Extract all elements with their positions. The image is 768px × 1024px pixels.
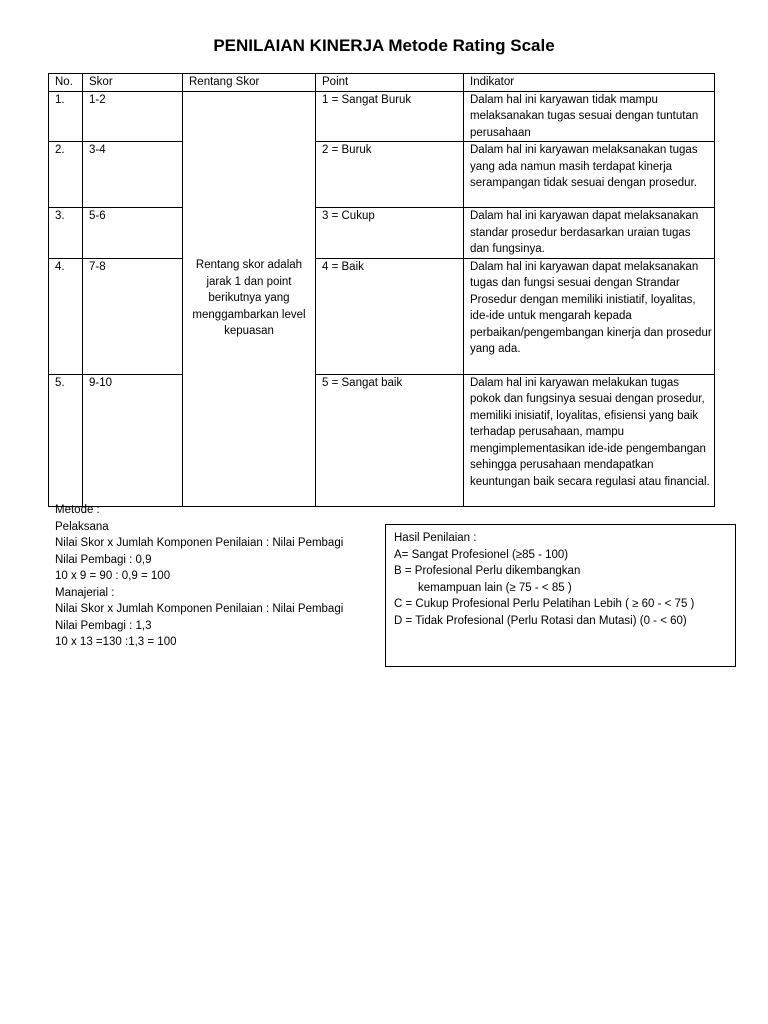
cell-indikator: Dalam hal ini karyawan melakukan tugas pokok dan fungsinya sesuai dengan prosedur, memiliki inisiatif, loyalitas, efisiensi yang baik terhadap perusahaan, mampu mengimplementasikan ide-ide pengembangan sehingga perusahaan mendapatkan keuntungan baik secara regulasi atau financial. [464, 374, 715, 506]
metode-heading: Metode : [55, 504, 100, 516]
metode-line: Manajerial : [55, 586, 115, 599]
cell-no: 3. [49, 208, 83, 259]
cell-point: 4 = Baik [316, 258, 464, 374]
cell-no: 1. [49, 91, 83, 142]
cell-indikator: Dalam hal ini karyawan dapat melaksanakan tugas dan fungsi sesuai dengan Strandar Prosedur dengan memiliki inistiatif, loyalitas, ide-ide untuk mengarah kepada perbaikan/pengembangan kinerja dan prosedur yang ada. [464, 258, 715, 374]
cell-skor: 5-6 [83, 208, 183, 259]
cell-rentang-skor: Rentang skor adalah jarak 1 dan point berikutnya yang menggambarkan level kepuasan [183, 91, 316, 506]
cell-point: 5 = Sangat baik [316, 374, 464, 506]
metode-line: Pelaksana [55, 520, 109, 533]
cell-point: 2 = Buruk [316, 142, 464, 208]
table-row [49, 208, 715, 259]
header-rentang-skor: Rentang Skor [183, 74, 316, 92]
table-row [49, 374, 715, 506]
cell-skor: 1-2 [83, 91, 183, 142]
rating-scale-table [48, 73, 715, 507]
cell-skor: 7-8 [83, 258, 183, 374]
metode-line: 10 x 13 =130 :1,3 = 100 [55, 636, 177, 648]
metode-line: Nilai Pembagi : 0,9 [55, 553, 152, 566]
cell-no: 2. [49, 142, 83, 208]
header-point: Point [316, 74, 464, 92]
cell-indikator: Dalam hal ini karyawan tidak mampu melaksanakan tugas sesuai dengan tuntutan perusahaan [464, 91, 715, 142]
hasil-penilaian-box [385, 524, 736, 667]
cell-indikator: Dalam hal ini karyawan melaksanakan tugas yang ada namun masih terdapat kinerja serampangan tidak sesuai dengan prosedur. [464, 142, 715, 208]
cell-skor: 3-4 [83, 142, 183, 208]
header-no: No. [49, 74, 83, 92]
cell-no: 5. [49, 374, 83, 506]
metode-line: 10 x 9 = 90 : 0,9 = 100 [55, 570, 171, 582]
metode-section [55, 502, 385, 651]
metode-line: Nilai Skor x Jumlah Komponen Penilaian : Nilai Pembagi [55, 603, 344, 615]
table-row [49, 91, 715, 142]
table-row [49, 258, 715, 374]
cell-no: 4. [49, 258, 83, 374]
header-indikator: Indikator [464, 74, 715, 92]
metode-line: Nilai Pembagi : 1,3 [55, 619, 152, 632]
hasil-line: B = Profesional Perlu dikembangkan [394, 565, 581, 577]
hasil-line: D = Tidak Profesional (Perlu Rotasi dan Mutasi) (0 - < 60) [394, 614, 687, 627]
cell-point: 1 = Sangat Buruk [316, 91, 464, 142]
hasil-heading: Hasil Penilaian : [394, 532, 477, 544]
hasil-line: kemampuan lain (≥ 75 - < 85 ) [418, 581, 572, 594]
cell-point: 3 = Cukup [316, 208, 464, 259]
metode-line: Nilai Skor x Jumlah Komponen Penilaian : Nilai Pembagi [55, 537, 344, 549]
table-header-row [49, 74, 715, 92]
cell-skor: 9-10 [83, 374, 183, 506]
cell-indikator: Dalam hal ini karyawan dapat melaksanakan standar prosedur berdasarkan uraian tugas dan fungsinya. [464, 208, 715, 259]
hasil-line: A= Sangat Profesionel (≥85 - 100) [394, 548, 569, 561]
table-row [49, 142, 715, 208]
header-skor: Skor [83, 74, 183, 92]
hasil-line: C = Cukup Profesional Perlu Pelatihan Lebih ( ≥ 60 - < 75 ) [394, 598, 695, 610]
page-title: PENILAIAN KINERJA Metode Rating Scale [213, 36, 555, 55]
